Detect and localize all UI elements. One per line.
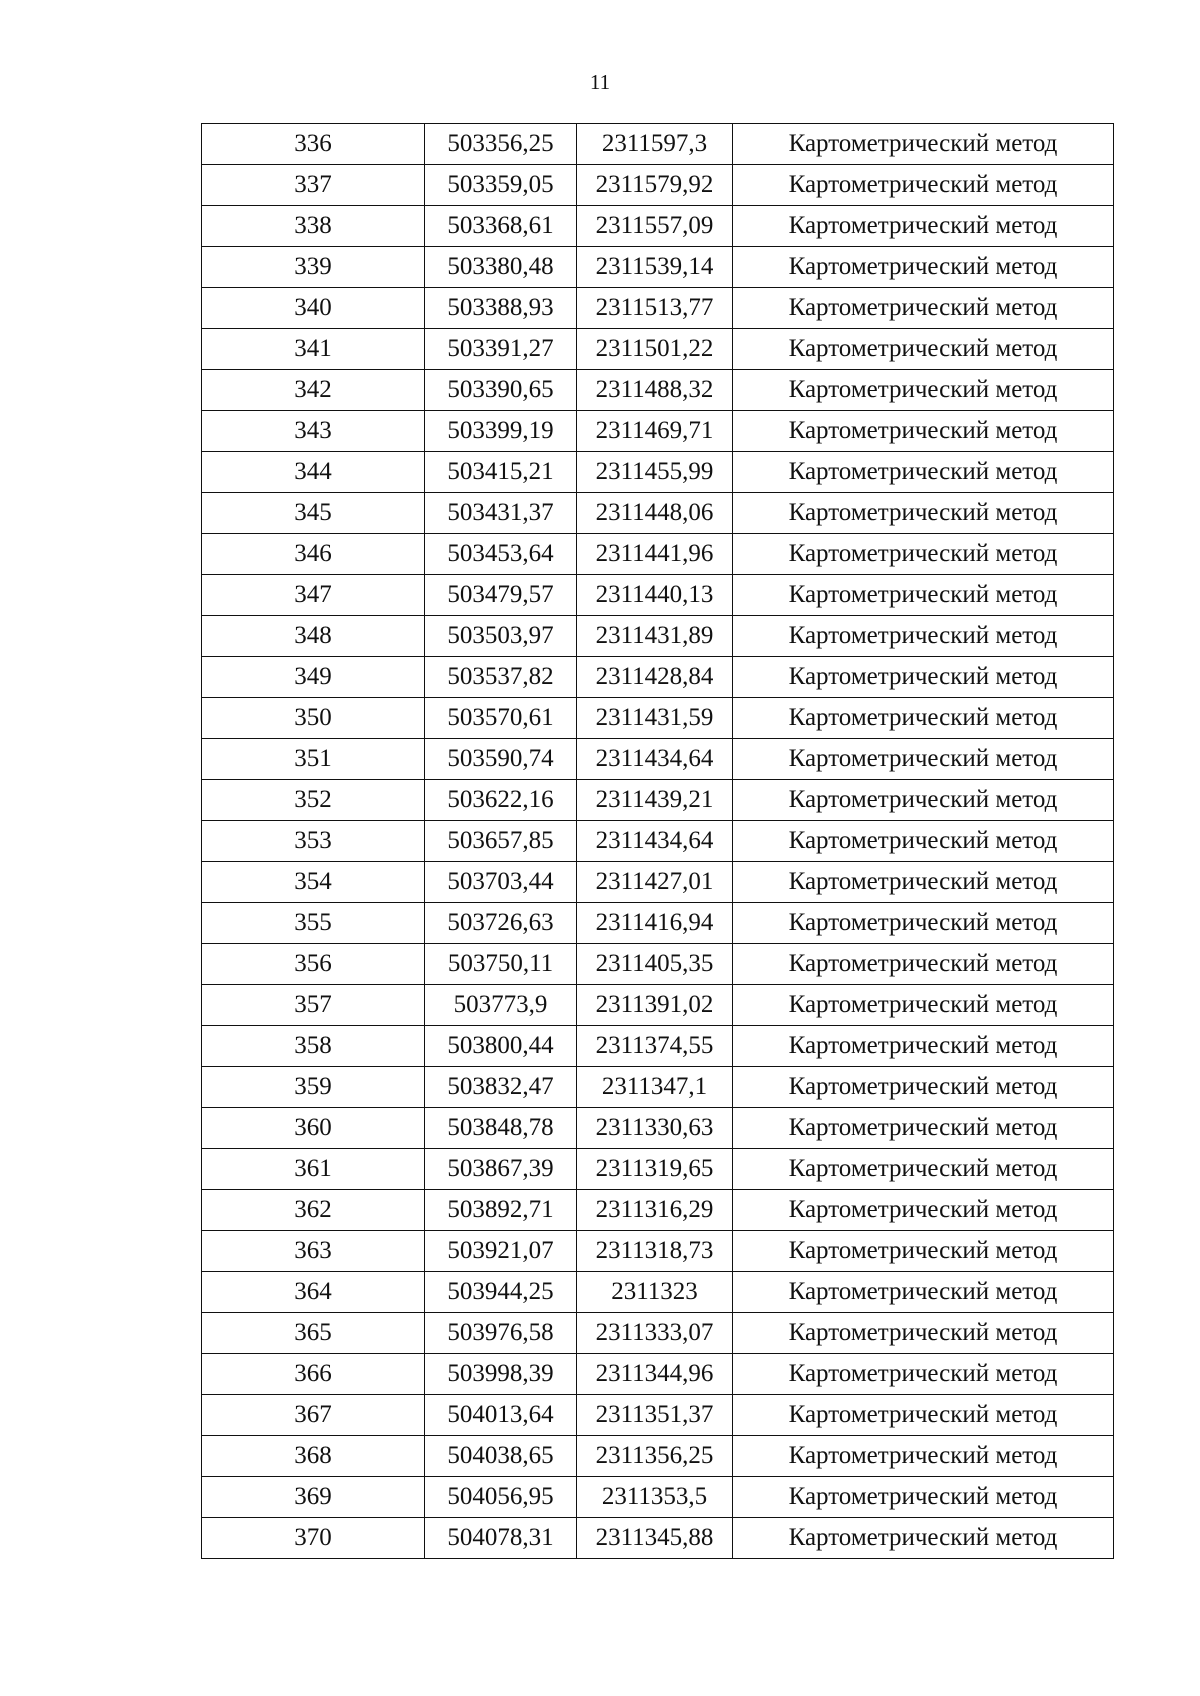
y-coordinate-cell: 2311333,07 — [577, 1313, 733, 1354]
y-coordinate-cell: 2311344,96 — [577, 1354, 733, 1395]
table-row — [202, 821, 1114, 862]
method-cell: Картометрический метод — [733, 780, 1114, 821]
y-coordinate-cell: 2311316,29 — [577, 1190, 733, 1231]
y-coordinate-cell: 2311319,65 — [577, 1149, 733, 1190]
x-coordinate-cell: 503998,39 — [425, 1354, 577, 1395]
point-number-cell: 367 — [202, 1395, 425, 1436]
y-coordinate-cell: 2311345,88 — [577, 1518, 733, 1559]
point-number-cell: 340 — [202, 288, 425, 329]
point-number-cell: 353 — [202, 821, 425, 862]
x-coordinate-cell: 504013,64 — [425, 1395, 577, 1436]
y-coordinate-cell: 2311353,5 — [577, 1477, 733, 1518]
y-coordinate-cell: 2311557,09 — [577, 206, 733, 247]
x-coordinate-cell: 503832,47 — [425, 1067, 577, 1108]
y-coordinate-cell: 2311374,55 — [577, 1026, 733, 1067]
x-coordinate-cell: 503773,9 — [425, 985, 577, 1026]
y-coordinate-cell: 2311323 — [577, 1272, 733, 1313]
y-coordinate-cell: 2311597,3 — [577, 124, 733, 165]
point-number-cell: 337 — [202, 165, 425, 206]
point-number-cell: 352 — [202, 780, 425, 821]
coordinates-table-body — [202, 124, 1114, 1559]
point-number-cell: 346 — [202, 534, 425, 575]
x-coordinate-cell: 503388,93 — [425, 288, 577, 329]
point-number-cell: 348 — [202, 616, 425, 657]
method-cell: Картометрический метод — [733, 903, 1114, 944]
table-row — [202, 493, 1114, 534]
method-cell: Картометрический метод — [733, 862, 1114, 903]
y-coordinate-cell: 2311448,06 — [577, 493, 733, 534]
table-row — [202, 616, 1114, 657]
page-number: 11 — [589, 70, 611, 94]
point-number-cell: 355 — [202, 903, 425, 944]
point-number-cell: 350 — [202, 698, 425, 739]
method-cell: Картометрический метод — [733, 1477, 1114, 1518]
y-coordinate-cell: 2311351,37 — [577, 1395, 733, 1436]
method-cell: Картометрический метод — [733, 698, 1114, 739]
method-cell: Картометрический метод — [733, 1108, 1114, 1149]
x-coordinate-cell: 503750,11 — [425, 944, 577, 985]
table-row — [202, 1026, 1114, 1067]
point-number-cell: 359 — [202, 1067, 425, 1108]
x-coordinate-cell: 503657,85 — [425, 821, 577, 862]
x-coordinate-cell: 503867,39 — [425, 1149, 577, 1190]
method-cell: Картометрический метод — [733, 247, 1114, 288]
y-coordinate-cell: 2311488,32 — [577, 370, 733, 411]
y-coordinate-cell: 2311347,1 — [577, 1067, 733, 1108]
x-coordinate-cell: 503359,05 — [425, 165, 577, 206]
x-coordinate-cell: 503921,07 — [425, 1231, 577, 1272]
y-coordinate-cell: 2311434,64 — [577, 739, 733, 780]
y-coordinate-cell: 2311539,14 — [577, 247, 733, 288]
table-row — [202, 124, 1114, 165]
y-coordinate-cell: 2311434,64 — [577, 821, 733, 862]
point-number-cell: 342 — [202, 370, 425, 411]
method-cell: Картометрический метод — [733, 985, 1114, 1026]
method-cell: Картометрический метод — [733, 1436, 1114, 1477]
y-coordinate-cell: 2311391,02 — [577, 985, 733, 1026]
method-cell: Картометрический метод — [733, 124, 1114, 165]
method-cell: Картометрический метод — [733, 206, 1114, 247]
point-number-cell: 336 — [202, 124, 425, 165]
table-row — [202, 1354, 1114, 1395]
table-row — [202, 1518, 1114, 1559]
y-coordinate-cell: 2311405,35 — [577, 944, 733, 985]
method-cell: Картометрический метод — [733, 1190, 1114, 1231]
method-cell: Картометрический метод — [733, 1231, 1114, 1272]
x-coordinate-cell: 503356,25 — [425, 124, 577, 165]
y-coordinate-cell: 2311501,22 — [577, 329, 733, 370]
x-coordinate-cell: 504056,95 — [425, 1477, 577, 1518]
x-coordinate-cell: 503431,37 — [425, 493, 577, 534]
x-coordinate-cell: 503390,65 — [425, 370, 577, 411]
x-coordinate-cell: 503391,27 — [425, 329, 577, 370]
x-coordinate-cell: 503570,61 — [425, 698, 577, 739]
table-row — [202, 288, 1114, 329]
point-number-cell: 363 — [202, 1231, 425, 1272]
method-cell: Картометрический метод — [733, 288, 1114, 329]
y-coordinate-cell: 2311431,59 — [577, 698, 733, 739]
point-number-cell: 347 — [202, 575, 425, 616]
x-coordinate-cell: 503380,48 — [425, 247, 577, 288]
point-number-cell: 354 — [202, 862, 425, 903]
method-cell: Картометрический метод — [733, 1518, 1114, 1559]
table-row — [202, 1272, 1114, 1313]
y-coordinate-cell: 2311427,01 — [577, 862, 733, 903]
x-coordinate-cell: 503976,58 — [425, 1313, 577, 1354]
point-number-cell: 345 — [202, 493, 425, 534]
point-number-cell: 339 — [202, 247, 425, 288]
table-row — [202, 534, 1114, 575]
point-number-cell: 349 — [202, 657, 425, 698]
x-coordinate-cell: 503703,44 — [425, 862, 577, 903]
method-cell: Картометрический метод — [733, 657, 1114, 698]
table-row — [202, 1395, 1114, 1436]
x-coordinate-cell: 503848,78 — [425, 1108, 577, 1149]
table-row — [202, 698, 1114, 739]
method-cell: Картометрический метод — [733, 1354, 1114, 1395]
point-number-cell: 344 — [202, 452, 425, 493]
method-cell: Картометрический метод — [733, 534, 1114, 575]
x-coordinate-cell: 503453,64 — [425, 534, 577, 575]
x-coordinate-cell: 504078,31 — [425, 1518, 577, 1559]
point-number-cell: 343 — [202, 411, 425, 452]
point-number-cell: 360 — [202, 1108, 425, 1149]
method-cell: Картометрический метод — [733, 944, 1114, 985]
table-row — [202, 739, 1114, 780]
point-number-cell: 351 — [202, 739, 425, 780]
point-number-cell: 361 — [202, 1149, 425, 1190]
table-row — [202, 780, 1114, 821]
point-number-cell: 364 — [202, 1272, 425, 1313]
table-row — [202, 1067, 1114, 1108]
point-number-cell: 341 — [202, 329, 425, 370]
point-number-cell: 370 — [202, 1518, 425, 1559]
table-row — [202, 1149, 1114, 1190]
y-coordinate-cell: 2311441,96 — [577, 534, 733, 575]
x-coordinate-cell: 504038,65 — [425, 1436, 577, 1477]
y-coordinate-cell: 2311579,92 — [577, 165, 733, 206]
x-coordinate-cell: 503368,61 — [425, 206, 577, 247]
method-cell: Картометрический метод — [733, 370, 1114, 411]
x-coordinate-cell: 503415,21 — [425, 452, 577, 493]
x-coordinate-cell: 503944,25 — [425, 1272, 577, 1313]
y-coordinate-cell: 2311469,71 — [577, 411, 733, 452]
method-cell: Картометрический метод — [733, 452, 1114, 493]
method-cell: Картометрический метод — [733, 329, 1114, 370]
method-cell: Картометрический метод — [733, 1149, 1114, 1190]
y-coordinate-cell: 2311416,94 — [577, 903, 733, 944]
table-row — [202, 985, 1114, 1026]
method-cell: Картометрический метод — [733, 493, 1114, 534]
x-coordinate-cell: 503537,82 — [425, 657, 577, 698]
table-row — [202, 370, 1114, 411]
x-coordinate-cell: 503479,57 — [425, 575, 577, 616]
table-row — [202, 1231, 1114, 1272]
y-coordinate-cell: 2311356,25 — [577, 1436, 733, 1477]
table-row — [202, 411, 1114, 452]
table-row — [202, 944, 1114, 985]
y-coordinate-cell: 2311439,21 — [577, 780, 733, 821]
method-cell: Картометрический метод — [733, 821, 1114, 862]
table-row — [202, 1477, 1114, 1518]
x-coordinate-cell: 503726,63 — [425, 903, 577, 944]
x-coordinate-cell: 503622,16 — [425, 780, 577, 821]
x-coordinate-cell: 503503,97 — [425, 616, 577, 657]
y-coordinate-cell: 2311513,77 — [577, 288, 733, 329]
x-coordinate-cell: 503590,74 — [425, 739, 577, 780]
method-cell: Картометрический метод — [733, 1272, 1114, 1313]
point-number-cell: 368 — [202, 1436, 425, 1477]
table-row — [202, 1313, 1114, 1354]
table-row — [202, 329, 1114, 370]
y-coordinate-cell: 2311431,89 — [577, 616, 733, 657]
method-cell: Картометрический метод — [733, 575, 1114, 616]
point-number-cell: 366 — [202, 1354, 425, 1395]
y-coordinate-cell: 2311440,13 — [577, 575, 733, 616]
y-coordinate-cell: 2311318,73 — [577, 1231, 733, 1272]
table-row — [202, 575, 1114, 616]
x-coordinate-cell: 503800,44 — [425, 1026, 577, 1067]
point-number-cell: 362 — [202, 1190, 425, 1231]
method-cell: Картометрический метод — [733, 616, 1114, 657]
table-row — [202, 1190, 1114, 1231]
point-number-cell: 357 — [202, 985, 425, 1026]
x-coordinate-cell: 503399,19 — [425, 411, 577, 452]
table-row — [202, 657, 1114, 698]
point-number-cell: 358 — [202, 1026, 425, 1067]
table-row — [202, 206, 1114, 247]
table-row — [202, 1436, 1114, 1477]
table-row — [202, 903, 1114, 944]
point-number-cell: 369 — [202, 1477, 425, 1518]
method-cell: Картометрический метод — [733, 411, 1114, 452]
method-cell: Картометрический метод — [733, 165, 1114, 206]
method-cell: Картометрический метод — [733, 1313, 1114, 1354]
table-row — [202, 165, 1114, 206]
y-coordinate-cell: 2311455,99 — [577, 452, 733, 493]
table-row — [202, 452, 1114, 493]
y-coordinate-cell: 2311330,63 — [577, 1108, 733, 1149]
method-cell: Картометрический метод — [733, 1067, 1114, 1108]
table-row — [202, 247, 1114, 288]
table-row — [202, 862, 1114, 903]
coordinates-table — [201, 123, 1114, 1559]
method-cell: Картометрический метод — [733, 1026, 1114, 1067]
method-cell: Картометрический метод — [733, 739, 1114, 780]
point-number-cell: 365 — [202, 1313, 425, 1354]
y-coordinate-cell: 2311428,84 — [577, 657, 733, 698]
method-cell: Картометрический метод — [733, 1395, 1114, 1436]
point-number-cell: 356 — [202, 944, 425, 985]
x-coordinate-cell: 503892,71 — [425, 1190, 577, 1231]
table-row — [202, 1108, 1114, 1149]
point-number-cell: 338 — [202, 206, 425, 247]
